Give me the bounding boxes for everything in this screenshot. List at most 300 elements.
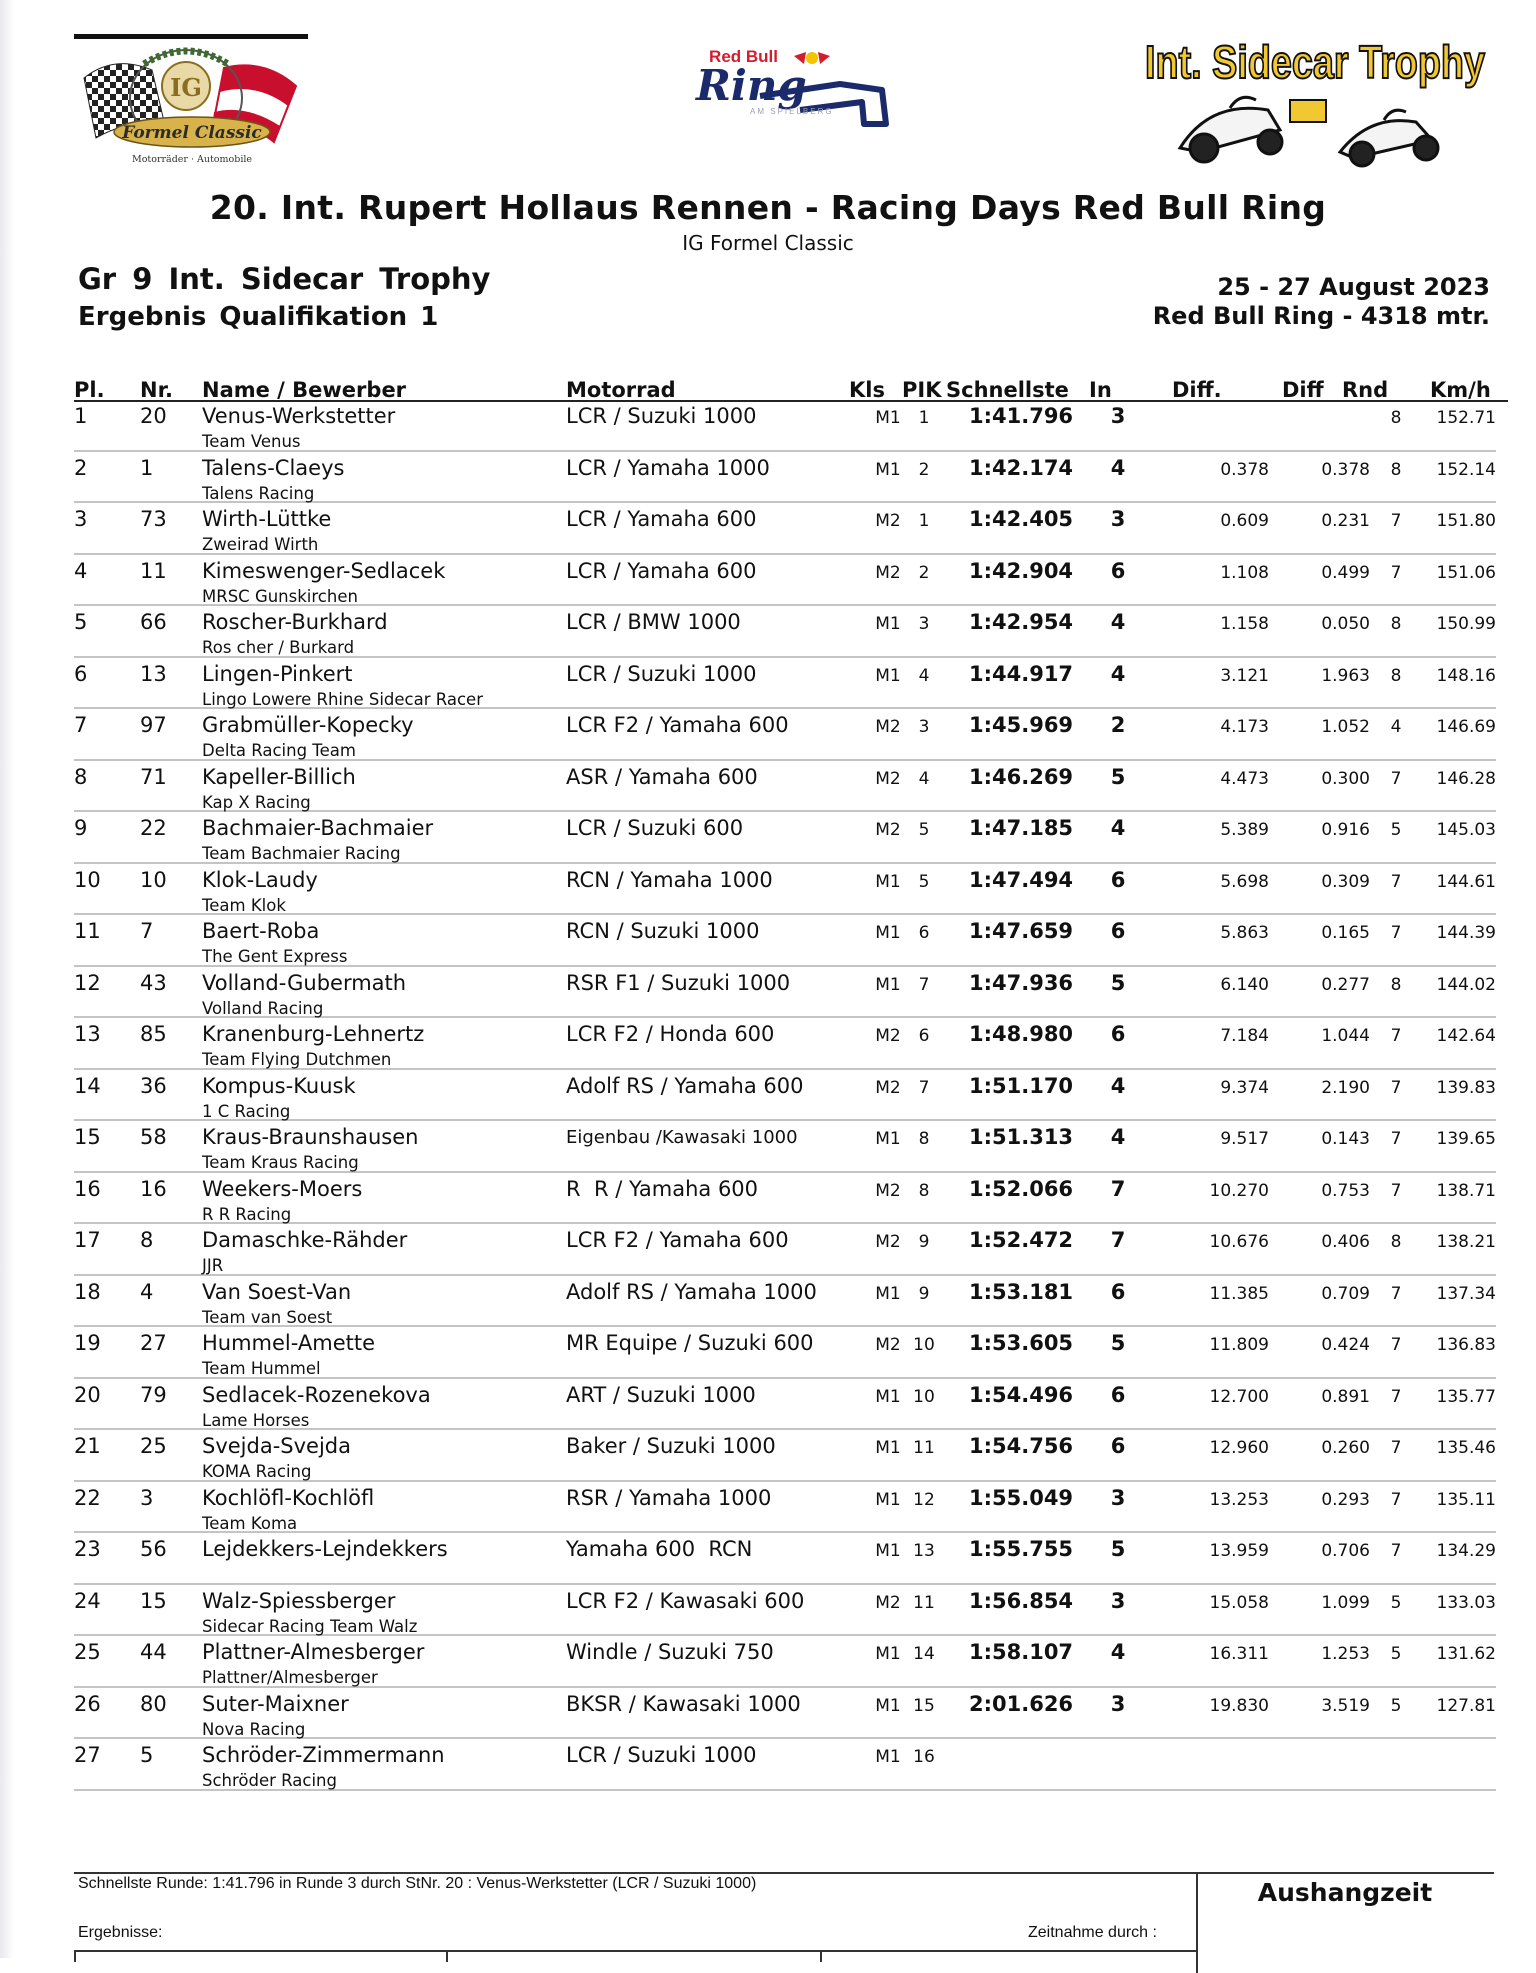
cell-entrant: Team Hummel [202, 1359, 321, 1378]
cell-driver-name: Schröder-Zimmermann [202, 1743, 445, 1767]
cell-position: 9 [74, 816, 88, 840]
cell-lap-in: 6 [1110, 1382, 1126, 1407]
cell-position: 22 [74, 1485, 101, 1510]
cell-fastest-lap: 1:47.494 [969, 867, 1074, 892]
cell-gap-leader: 11.809 [1209, 1335, 1269, 1355]
cell-class-position: 5 [918, 820, 930, 840]
table-row [74, 967, 1496, 1019]
cell-class: M2 [875, 768, 901, 789]
cell-lap-in: 7 [1110, 1176, 1126, 1201]
cell-class: M1 [875, 1283, 901, 1304]
cell-class: M1 [875, 614, 901, 634]
cell-start-number: 20 [140, 404, 167, 428]
table-row [74, 555, 1496, 607]
cell-motorcycle: LCR / Yamaha 600 [566, 507, 757, 531]
cell-position: 17 [74, 1228, 101, 1252]
cell-lap-in: 4 [1110, 1640, 1126, 1664]
col-header-rnd: Rnd [1342, 378, 1389, 402]
table-row [74, 915, 1496, 967]
cell-gap-previous: 0.753 [1321, 1180, 1370, 1201]
cell-driver-name: Plattner-Almesberger [202, 1640, 425, 1664]
cell-position: 8 [74, 764, 88, 789]
cell-fastest-lap: 1:53.181 [969, 1279, 1074, 1304]
cell-speed: 146.28 [1436, 768, 1496, 789]
cell-start-number: 44 [140, 1640, 167, 1664]
cell-entrant: Team Klok [202, 895, 286, 915]
cell-gap-previous: 0.499 [1321, 562, 1370, 583]
cell-position: 16 [74, 1176, 101, 1201]
cell-laps: 7 [1390, 1386, 1402, 1407]
cell-speed: 134.29 [1436, 1541, 1496, 1561]
cell-gap-previous: 0.050 [1321, 614, 1370, 634]
cell-driver-name: Roscher-Burkhard [202, 610, 388, 634]
cell-motorcycle: RCN / Suzuki 1000 [566, 919, 760, 943]
cell-driver-name: Kochlöfl-Kochlöfl [202, 1485, 375, 1510]
col-header-in: In [1089, 378, 1112, 402]
cell-driver-name: Venus-Werkstetter [202, 404, 396, 428]
cell-lap-in: 4 [1110, 610, 1126, 634]
cell-driver-name: Lejdekkers-Lejndekkers [202, 1537, 448, 1561]
cell-driver-name: Walz-Spiessberger [202, 1588, 396, 1613]
cell-fastest-lap: 1:47.936 [969, 970, 1074, 995]
cell-laps: 8 [1390, 1232, 1402, 1252]
cell-laps: 7 [1390, 1283, 1402, 1304]
cell-speed: 152.14 [1436, 459, 1496, 480]
table-row [74, 1327, 1496, 1379]
cell-entrant: Team Venus [202, 432, 301, 451]
table-row [74, 400, 1496, 452]
cell-class-position: 5 [918, 871, 930, 892]
col-header-nr: Nr. [140, 378, 173, 402]
cell-entrant: The Gent Express [202, 947, 348, 966]
cell-entrant: Nova Racing [202, 1719, 306, 1739]
cell-gap-previous: 1.253 [1321, 1644, 1370, 1664]
cell-position: 21 [74, 1434, 101, 1458]
cell-driver-name: Grabmüller-Kopecky [202, 713, 414, 737]
table-row [74, 709, 1496, 761]
col-header-kls: Kls [849, 378, 885, 402]
cell-lap-in: 5 [1110, 764, 1126, 789]
table-row [74, 452, 1496, 504]
cell-fastest-lap: 1:48.980 [969, 1022, 1074, 1046]
rbr-name-text: Ring [696, 61, 807, 110]
cell-fastest-lap: 1:47.185 [969, 816, 1074, 840]
cell-gap-leader: 4.473 [1220, 768, 1269, 789]
cell-class-position: 11 [913, 1592, 935, 1613]
cell-entrant: R R Racing [202, 1204, 292, 1224]
cell-fastest-lap: 1:54.496 [969, 1382, 1074, 1407]
cell-motorcycle: R R / Yamaha 600 [566, 1176, 759, 1201]
cell-speed: 145.03 [1436, 820, 1496, 840]
cell-class: M2 [875, 1026, 901, 1046]
cell-position: 15 [74, 1125, 101, 1149]
cell-speed: 131.62 [1436, 1644, 1496, 1664]
cell-lap-in: 3 [1110, 404, 1126, 428]
cell-gap-leader: 11.385 [1209, 1283, 1269, 1304]
cell-fastest-lap: 1:42.954 [969, 610, 1074, 634]
cell-class-position: 13 [913, 1541, 935, 1561]
cell-class: M1 [875, 974, 901, 995]
cell-start-number: 80 [140, 1691, 167, 1716]
cell-gap-previous: 0.378 [1321, 459, 1370, 480]
signature-line [74, 1950, 1196, 1962]
cell-class: M2 [875, 1077, 901, 1098]
cell-class: M1 [875, 1129, 901, 1149]
cell-gap-previous: 1.052 [1321, 717, 1370, 737]
cell-motorcycle: Yamaha 600 RCN [566, 1537, 753, 1561]
cell-laps: 8 [1390, 614, 1402, 634]
cell-entrant: Team van Soest [202, 1307, 333, 1327]
table-row [74, 1636, 1496, 1688]
cell-driver-name: Klok-Laudy [202, 867, 318, 892]
cell-position: 26 [74, 1691, 101, 1716]
cell-class-position: 1 [918, 408, 930, 428]
cell-fastest-lap: 1:47.659 [969, 919, 1074, 943]
cell-driver-name: Kapeller-Billich [202, 764, 356, 789]
cell-motorcycle: BKSR / Kawasaki 1000 [566, 1691, 801, 1716]
cell-class-position: 8 [918, 1180, 930, 1201]
cell-fastest-lap: 1:56.854 [969, 1588, 1074, 1613]
cell-lap-in: 6 [1110, 1022, 1126, 1046]
table-row [74, 503, 1496, 555]
cell-speed: 137.34 [1436, 1283, 1496, 1304]
table-row [74, 864, 1496, 916]
cell-position: 12 [74, 970, 101, 995]
cell-fastest-lap: 1:42.904 [969, 558, 1074, 583]
cell-class: M2 [875, 1180, 901, 1201]
cell-gap-leader: 6.140 [1220, 974, 1269, 995]
cell-class: M1 [875, 1438, 901, 1458]
cell-start-number: 58 [140, 1125, 167, 1149]
cell-class: M2 [875, 820, 901, 840]
col-header-pik: PIK [902, 378, 942, 402]
cell-class: M1 [875, 1541, 901, 1561]
cell-motorcycle: Baker / Suzuki 1000 [566, 1434, 776, 1458]
cell-speed: 151.06 [1436, 562, 1496, 583]
cell-speed: 142.64 [1436, 1026, 1496, 1046]
cell-gap-leader: 10.270 [1209, 1180, 1269, 1201]
cell-position: 25 [74, 1640, 101, 1664]
cell-class: M1 [875, 1695, 901, 1716]
col-header-best: Schnellste [946, 378, 1069, 402]
cell-position: 27 [74, 1743, 101, 1767]
cell-start-number: 43 [140, 970, 167, 995]
cell-lap-in: 5 [1110, 1537, 1126, 1561]
cell-driver-name: Sedlacek-Rozenekova [202, 1382, 431, 1407]
cell-speed: 151.80 [1436, 511, 1496, 531]
cell-class-position: 8 [918, 1129, 930, 1149]
cell-fastest-lap: 1:55.755 [969, 1537, 1074, 1561]
table-row [74, 1482, 1496, 1534]
cell-speed: 139.83 [1436, 1077, 1496, 1098]
cell-lap-in: 6 [1110, 919, 1126, 943]
cell-entrant: KOMA Racing [202, 1462, 312, 1481]
cell-driver-name: Weekers-Moers [202, 1176, 363, 1201]
cell-class-position: 9 [918, 1232, 930, 1252]
cell-entrant: JJR [202, 1256, 224, 1275]
cell-class-position: 9 [918, 1283, 930, 1304]
cell-speed: 135.77 [1436, 1386, 1496, 1407]
cell-motorcycle: ART / Suzuki 1000 [566, 1382, 756, 1407]
cell-laps: 7 [1390, 562, 1402, 583]
ig-tagline-text: Motorräder · Automobile [131, 154, 253, 165]
cell-fastest-lap: 1:51.170 [969, 1073, 1074, 1098]
cell-speed: 146.69 [1436, 717, 1496, 737]
cell-start-number: 15 [140, 1588, 167, 1613]
cell-laps: 7 [1390, 511, 1402, 531]
cell-fastest-lap: 1:42.405 [969, 507, 1074, 531]
cell-laps: 7 [1390, 1438, 1402, 1458]
cell-gap-previous: 0.706 [1321, 1541, 1370, 1561]
cell-motorcycle: Eigenbau /Kawasaki 1000 [566, 1127, 798, 1148]
cell-lap-in: 3 [1110, 1588, 1126, 1613]
cell-class-position: 3 [918, 717, 930, 737]
cell-motorcycle: LCR / Suzuki 600 [566, 816, 744, 840]
cell-fastest-lap: 1:58.107 [969, 1640, 1074, 1664]
cell-driver-name: Baert-Roba [202, 919, 320, 943]
cell-lap-in: 3 [1110, 507, 1126, 531]
cell-gap-previous: 0.165 [1321, 923, 1370, 943]
cell-class: M1 [875, 1386, 901, 1407]
cell-gap-previous: 0.300 [1321, 768, 1370, 789]
cell-start-number: 4 [140, 1279, 154, 1304]
col-header-name: Name / Bewerber [202, 378, 407, 402]
cell-motorcycle: Adolf RS / Yamaha 1000 [566, 1279, 817, 1304]
cell-class-position: 6 [918, 1026, 930, 1046]
cell-gap-leader: 1.158 [1220, 614, 1269, 634]
results-table-header [74, 378, 1508, 402]
cell-class-position: 15 [913, 1695, 935, 1716]
cell-speed: 144.61 [1436, 871, 1496, 892]
cell-speed: 152.71 [1436, 408, 1496, 428]
cell-start-number: 11 [140, 558, 167, 583]
cell-laps: 7 [1390, 923, 1402, 943]
results-table-body [74, 400, 1496, 1791]
cell-class-position: 12 [913, 1489, 935, 1510]
ig-formel-classic-logo [74, 34, 308, 174]
cell-gap-leader: 3.121 [1220, 665, 1269, 686]
cell-position: 19 [74, 1331, 101, 1355]
cell-entrant: 1 C Racing [202, 1101, 291, 1121]
cell-driver-name: Kranenburg-Lehnertz [202, 1022, 425, 1046]
cell-class-position: 4 [918, 665, 930, 686]
cell-fastest-lap: 1:41.796 [969, 404, 1074, 428]
cell-gap-leader: 5.389 [1220, 820, 1269, 840]
cell-class-position: 2 [918, 459, 930, 480]
cell-lap-in: 6 [1110, 1279, 1126, 1304]
col-header-kmh: Km/h [1430, 378, 1491, 402]
cell-start-number: 27 [140, 1331, 167, 1355]
cell-speed: 139.65 [1436, 1129, 1496, 1149]
col-header-diff: Diff. [1172, 378, 1222, 402]
cell-laps: 8 [1390, 974, 1402, 995]
cell-speed: 148.16 [1436, 665, 1496, 686]
table-row [74, 1276, 1496, 1328]
cell-speed: 135.11 [1436, 1489, 1496, 1510]
cell-position: 2 [74, 455, 88, 480]
cell-gap-previous: 3.519 [1321, 1695, 1370, 1716]
cell-motorcycle: RSR F1 / Suzuki 1000 [566, 970, 791, 995]
event-date: 25 - 27 August 2023 [1217, 273, 1490, 301]
cell-laps: 8 [1390, 408, 1402, 428]
cell-position: 20 [74, 1382, 101, 1407]
cell-lap-in: 3 [1110, 1691, 1126, 1716]
timing-label: Zeitnahme durch : [1028, 1924, 1157, 1941]
cell-laps: 7 [1390, 1077, 1402, 1098]
cell-entrant: Volland Racing [202, 998, 324, 1018]
cell-gap-previous: 0.231 [1321, 511, 1370, 531]
col-header-diff2: Diff [1282, 378, 1324, 402]
cell-speed: 138.71 [1436, 1180, 1496, 1201]
organizer-name: IG Formel Classic [682, 231, 854, 255]
cell-speed: 138.21 [1436, 1232, 1496, 1252]
table-row [74, 606, 1496, 658]
cell-class: M2 [875, 717, 901, 737]
cell-entrant: Lame Horses [202, 1410, 310, 1430]
group-title: Gr 9 Int. Sidecar Trophy [78, 262, 491, 296]
sidecar-trophy-title: Int. Sidecar Trophy [1145, 36, 1486, 88]
cell-gap-leader: 5.863 [1220, 923, 1269, 943]
cell-class-position: 10 [913, 1386, 935, 1407]
cell-gap-previous: 0.277 [1321, 974, 1370, 995]
rbr-sub-text: AM SPIELBERG [750, 107, 834, 116]
cell-gap-leader: 9.374 [1220, 1077, 1269, 1098]
cell-gap-previous: 1.963 [1321, 665, 1370, 686]
cell-fastest-lap: 1:52.472 [969, 1228, 1074, 1252]
cell-motorcycle: LCR / Suzuki 1000 [566, 661, 757, 686]
cell-lap-in: 6 [1110, 558, 1126, 583]
cell-position: 13 [74, 1022, 101, 1046]
cell-gap-leader: 5.698 [1220, 871, 1269, 892]
cell-laps: 7 [1390, 1335, 1402, 1355]
table-row [74, 1739, 1496, 1791]
cell-class: M2 [875, 511, 901, 531]
cell-position: 14 [74, 1073, 101, 1098]
cell-motorcycle: ASR / Yamaha 600 [566, 764, 758, 789]
cell-class-position: 7 [918, 974, 930, 995]
page-shadow [0, 0, 14, 1958]
cell-gap-previous: 0.293 [1321, 1489, 1370, 1510]
cell-entrant: Zweirad Wirth [202, 535, 319, 554]
cell-motorcycle: LCR / Yamaha 1000 [566, 455, 770, 480]
cell-speed: 133.03 [1436, 1592, 1496, 1613]
cell-start-number: 5 [140, 1743, 154, 1767]
signature-divider [820, 1952, 822, 1962]
cell-fastest-lap: 1:52.066 [969, 1176, 1074, 1201]
rbr-brand-text: Red Bull [709, 47, 778, 66]
cell-entrant: Schröder Racing [202, 1771, 337, 1790]
cell-start-number: 3 [140, 1485, 154, 1510]
table-row [74, 658, 1496, 710]
red-bull-ring-logo [690, 40, 890, 130]
cell-start-number: 56 [140, 1537, 167, 1561]
cell-class-position: 16 [913, 1747, 935, 1767]
cell-laps: 8 [1390, 665, 1402, 686]
cell-driver-name: Hummel-Amette [202, 1331, 376, 1355]
cell-driver-name: Talens-Claeys [202, 455, 345, 480]
cell-position: 5 [74, 610, 88, 634]
cell-driver-name: Damaschke-Rähder [202, 1228, 408, 1252]
cell-laps: 5 [1390, 1644, 1402, 1664]
cell-speed: 135.46 [1436, 1438, 1496, 1458]
cell-speed: 127.81 [1436, 1695, 1496, 1716]
cell-lap-in: 6 [1110, 1434, 1126, 1458]
cell-fastest-lap: 1:54.756 [969, 1434, 1074, 1458]
signature-divider [446, 1952, 448, 1962]
event-title: 20. Int. Rupert Hollaus Rennen - Racing Days Red Bull Ring [209, 188, 1327, 227]
cell-driver-name: Van Soest-Van [202, 1279, 352, 1304]
cell-gap-leader: 4.173 [1220, 717, 1269, 737]
cell-entrant: Ros cher / Burkard [202, 638, 355, 657]
cell-laps: 5 [1390, 1592, 1402, 1613]
event-venue: Red Bull Ring - 4318 mtr. [1152, 302, 1490, 330]
cell-gap-previous: 0.406 [1321, 1232, 1370, 1252]
cell-gap-leader: 1.108 [1220, 562, 1269, 583]
cell-laps: 5 [1390, 1695, 1402, 1716]
cell-class-position: 3 [918, 614, 930, 634]
table-row [74, 1430, 1496, 1482]
cell-driver-name: Kraus-Braunshausen [202, 1125, 419, 1149]
cell-start-number: 66 [140, 610, 167, 634]
table-row [74, 1224, 1496, 1276]
ig-script-text: Formel Classic [122, 123, 262, 143]
cell-fastest-lap: 1:46.269 [969, 764, 1074, 789]
cell-gap-previous: 0.143 [1321, 1129, 1370, 1149]
cell-motorcycle: LCR / Suzuki 1000 [566, 404, 757, 428]
cell-gap-previous: 0.709 [1321, 1283, 1370, 1304]
col-header-bike: Motorrad [566, 378, 676, 402]
cell-fastest-lap: 1:42.174 [969, 455, 1074, 480]
cell-class: M1 [875, 1644, 901, 1664]
table-row [74, 1379, 1496, 1431]
cell-motorcycle: RSR / Yamaha 1000 [566, 1485, 772, 1510]
cell-position: 3 [74, 507, 88, 531]
cell-motorcycle: LCR F2 / Yamaha 600 [566, 713, 789, 737]
cell-motorcycle: LCR F2 / Yamaha 600 [566, 1228, 789, 1252]
cell-entrant: Sidecar Racing Team Walz [202, 1616, 418, 1636]
cell-motorcycle: MR Equipe / Suzuki 600 [566, 1331, 814, 1355]
cell-gap-leader: 13.253 [1209, 1489, 1269, 1510]
cell-gap-previous: 0.424 [1321, 1335, 1370, 1355]
cell-lap-in: 5 [1110, 970, 1126, 995]
cell-laps: 8 [1390, 459, 1402, 480]
cell-driver-name: Suter-Maixner [202, 1691, 349, 1716]
cell-lap-in: 4 [1110, 661, 1126, 686]
cell-laps: 7 [1390, 1489, 1402, 1510]
cell-entrant: Plattner/Almesberger [202, 1668, 378, 1687]
cell-class: M1 [875, 871, 901, 892]
cell-gap-leader: 15.058 [1209, 1592, 1269, 1613]
cell-entrant: Delta Racing Team [202, 741, 356, 760]
table-row [74, 1173, 1496, 1225]
cell-gap-leader: 10.676 [1209, 1232, 1269, 1252]
cell-start-number: 25 [140, 1434, 167, 1458]
cell-entrant: MRSC Gunskirchen [202, 586, 358, 606]
cell-fastest-lap: 2:01.626 [969, 1691, 1074, 1716]
cell-speed: 150.99 [1436, 614, 1496, 634]
cell-motorcycle: Windle / Suzuki 750 [566, 1640, 774, 1664]
cell-start-number: 79 [140, 1382, 167, 1407]
cell-start-number: 13 [140, 661, 167, 686]
cell-laps: 4 [1390, 717, 1402, 737]
cell-entrant: Kap X Racing [202, 792, 311, 812]
cell-class-position: 10 [913, 1335, 935, 1355]
cell-class: M1 [875, 459, 901, 480]
cell-start-number: 22 [140, 816, 167, 840]
cell-gap-leader: 0.609 [1220, 511, 1269, 531]
table-row [74, 1018, 1496, 1070]
cell-position: 23 [74, 1537, 101, 1561]
